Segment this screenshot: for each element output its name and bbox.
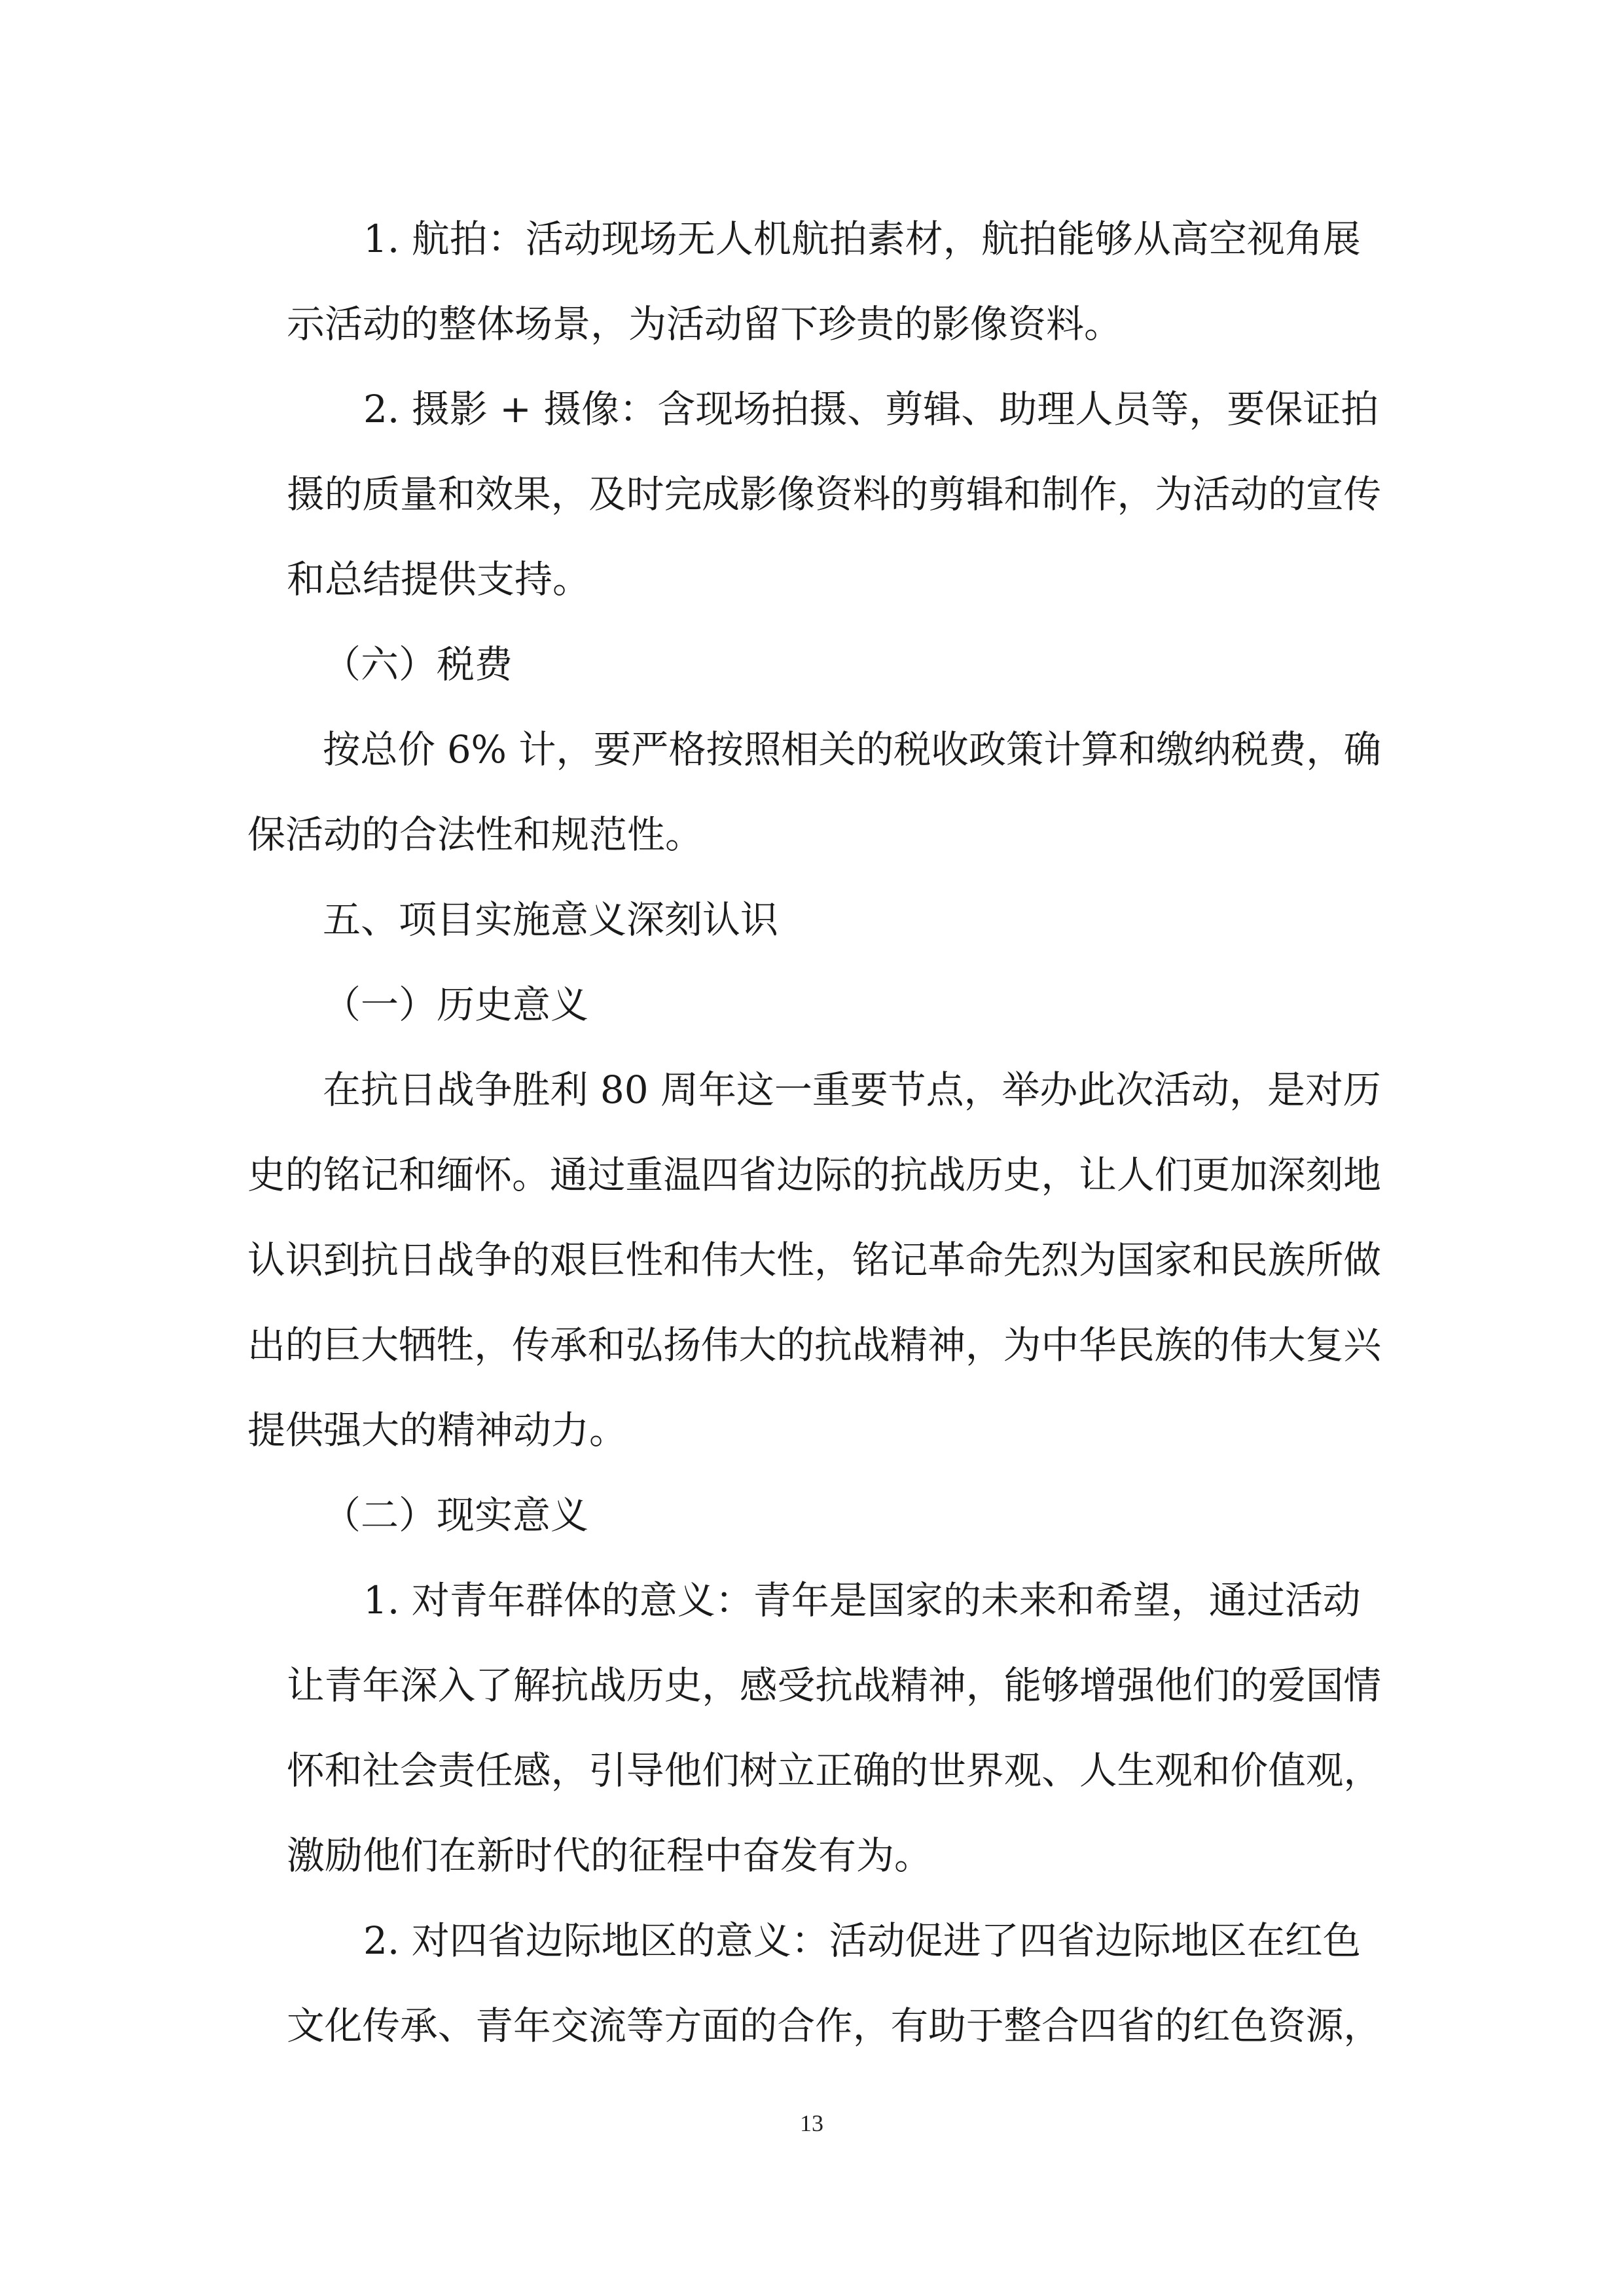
text-line-18: 让青年深入了解抗战历史，感受抗战精神，能够增强他们的爱国情 xyxy=(287,1663,1382,1708)
section-heading-significance: 五、项目实施意义深刻认识 xyxy=(323,897,779,942)
text-line-14: 出的巨大牺牲，传承和弘扬伟大的抗战精神，为中华民族的伟大复兴 xyxy=(247,1323,1382,1367)
text-line-3: 2. 摄影 + 摄像：含现场拍摄、剪辑、助理人员等，要保证拍 xyxy=(363,387,1379,431)
text-line-1: 1. 航拍：活动现场无人机航拍素材，航拍能够从高空视角展 xyxy=(363,217,1361,261)
text-line-4: 摄的质量和效果，及时完成影像资料的剪辑和制作，为活动的宣传 xyxy=(287,472,1382,516)
text-line-11: 在抗日战争胜利 80 周年这一重要节点，举办此次活动，是对历 xyxy=(323,1067,1381,1112)
text-line-12: 史的铭记和缅怀。通过重温四省边际的抗战历史，让人们更加深刻地 xyxy=(247,1153,1382,1197)
text-line-22: 文化传承、青年交流等方面的合作，有助于整合四省的红色资源， xyxy=(287,2003,1382,2048)
text-line-17: 1. 对青年群体的意义：青年是国家的未来和希望，通过活动 xyxy=(363,1578,1361,1623)
section-heading-tax: （六）税费 xyxy=(323,642,513,687)
subsection-heading-practical: （二）现实意义 xyxy=(323,1493,589,1537)
text-line-21: 2. 对四省边际地区的意义：活动促进了四省边际地区在红色 xyxy=(363,1918,1361,1963)
text-line-19: 怀和社会责任感，引导他们树立正确的世界观、人生观和价值观， xyxy=(287,1748,1382,1793)
text-line-2: 示活动的整体场景，为活动留下珍贵的影像资料。 xyxy=(287,302,1123,346)
text-line-15: 提供强大的精神动力。 xyxy=(247,1408,628,1452)
text-line-13: 认识到抗日战争的艰巨性和伟大性，铭记革命先烈为国家和民族所做 xyxy=(247,1238,1382,1282)
text-line-20: 激励他们在新时代的征程中奋发有为。 xyxy=(287,1833,933,1878)
text-line-8: 保活动的合法性和规范性。 xyxy=(247,812,704,857)
page-number: 13 xyxy=(800,2110,823,2136)
text-line-7: 按总价 6% 计，要严格按照相关的税收政策计算和缴纳税费，确 xyxy=(323,727,1381,772)
text-line-5: 和总结提供支持。 xyxy=(287,557,591,601)
subsection-heading-historical: （一）历史意义 xyxy=(323,982,589,1027)
